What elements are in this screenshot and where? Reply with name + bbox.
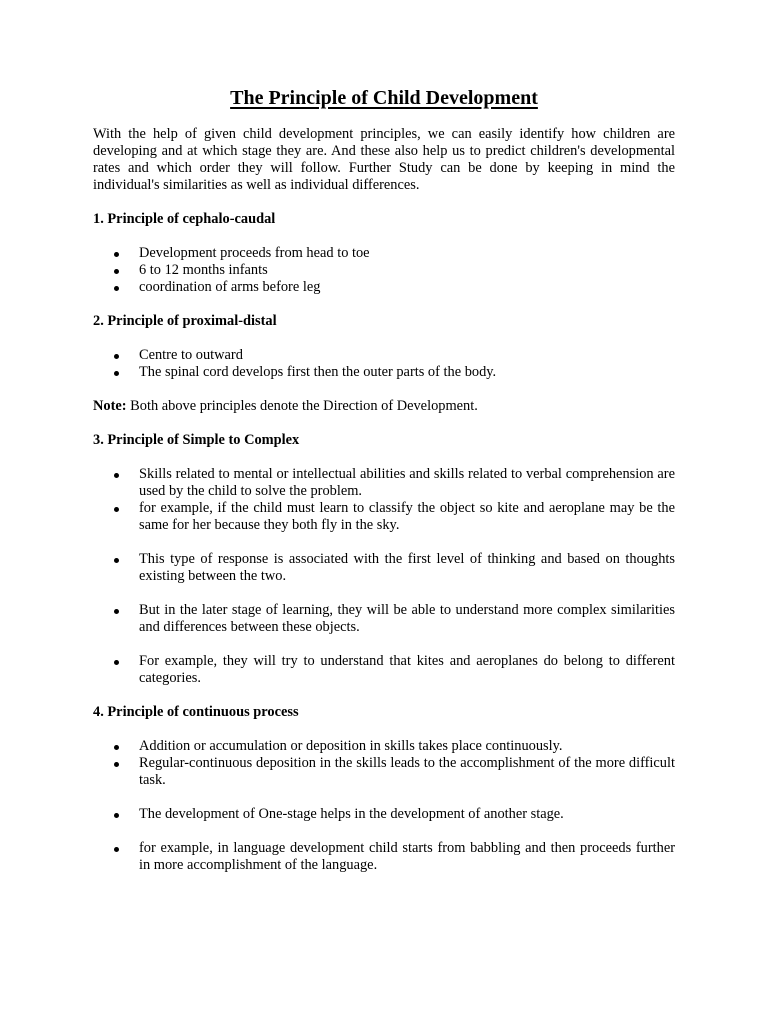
list-item-text: The development of One-stage helps in the development of another stage.: [139, 806, 564, 822]
bullet-icon: [114, 609, 119, 614]
bullet-icon: [114, 371, 119, 376]
section-heading-proximal-distal: 2. Principle of proximal-distal: [93, 313, 277, 329]
list-item-text: Addition or accumulation or deposition in skills takes place continuously.: [139, 738, 563, 754]
list-item-text: for example, in language development child starts from babbling and then proceeds further in more accomplishment of the language.: [139, 840, 675, 873]
list-item: [93, 602, 675, 636]
section-heading-simple-to-complex: 3. Principle of Simple to Complex: [93, 432, 300, 448]
bullet-icon: [114, 473, 119, 478]
list-item-text: The spinal cord develops first then the outer parts of the body.: [139, 364, 497, 380]
section-heading-continuous-process: 4. Principle of continuous process: [93, 704, 299, 720]
list-item-text: Centre to outward: [139, 347, 243, 363]
list-item-text: Skills related to mental or intellectual abilities and skills related to verbal comprehension are used by the child to solve the problem.: [139, 466, 675, 499]
list-item: [93, 840, 675, 874]
list-item-text: coordination of arms before leg: [139, 279, 321, 295]
list-item-text: For example, they will try to understand that kites and aeroplanes do belong to different categories.: [139, 653, 675, 686]
bullet-icon: [114, 762, 119, 767]
bullet-icon: [114, 813, 119, 818]
note-label: Note:: [93, 398, 127, 414]
document-title-text: The Principle of Child Development: [230, 87, 538, 109]
bullet-icon: [114, 847, 119, 852]
bullet-icon: [114, 558, 119, 563]
list-item-text: Development proceeds from head to toe: [139, 245, 370, 261]
list-item: [93, 262, 675, 279]
list-item-text: for example, if the child must learn to classify the object so kite and aeroplane may be the same for her because they both fly in the sky.: [139, 500, 675, 533]
bullet-icon: [114, 660, 119, 665]
bullet-icon: [114, 269, 119, 274]
list-item-text: But in the later stage of learning, they will be able to understand more complex similarities and differences between these objects.: [139, 602, 675, 635]
list-item: [93, 551, 675, 585]
list-item-text: 6 to 12 months infants: [139, 262, 268, 278]
note-paragraph: [93, 398, 675, 415]
intro-paragraph: With the help of given child development principles, we can easily identify how children are developing and at which stage they are. And these also help us to predict children's developmental rates and which order they will follow. Further Study can be done by keeping in mind the individual's similarities as well as individual differences.: [93, 126, 675, 193]
bullet-icon: [114, 507, 119, 512]
bullet-icon: [114, 252, 119, 257]
list-item: [93, 364, 675, 381]
bullet-list-simple-to-complex: [93, 466, 675, 687]
bullet-icon: [114, 286, 119, 291]
list-item: [93, 245, 675, 262]
list-item: [93, 466, 675, 500]
document-page: [93, 86, 675, 891]
document-title: [93, 86, 675, 110]
list-item: [93, 755, 675, 789]
list-item-text: This type of response is associated with the first level of thinking and based on thoughts existing between the two.: [139, 551, 675, 584]
bullet-icon: [114, 745, 119, 750]
note-text: Both above principles denote the Direction of Development.: [126, 398, 478, 414]
bullet-list-cephalo-caudal: [93, 245, 675, 296]
list-item-text: Regular-continuous deposition in the skills leads to the accomplishment of the more difficult task.: [139, 755, 675, 788]
bullet-list-proximal-distal: [93, 347, 675, 381]
list-item: [93, 738, 675, 755]
bullet-list-continuous-process: [93, 738, 675, 874]
list-item: [93, 347, 675, 364]
section-heading-cephalo-caudal: 1. Principle of cephalo-caudal: [93, 211, 276, 227]
list-item: [93, 279, 675, 296]
list-item: [93, 653, 675, 687]
bullet-icon: [114, 354, 119, 359]
list-item: [93, 500, 675, 534]
list-item: [93, 806, 675, 823]
